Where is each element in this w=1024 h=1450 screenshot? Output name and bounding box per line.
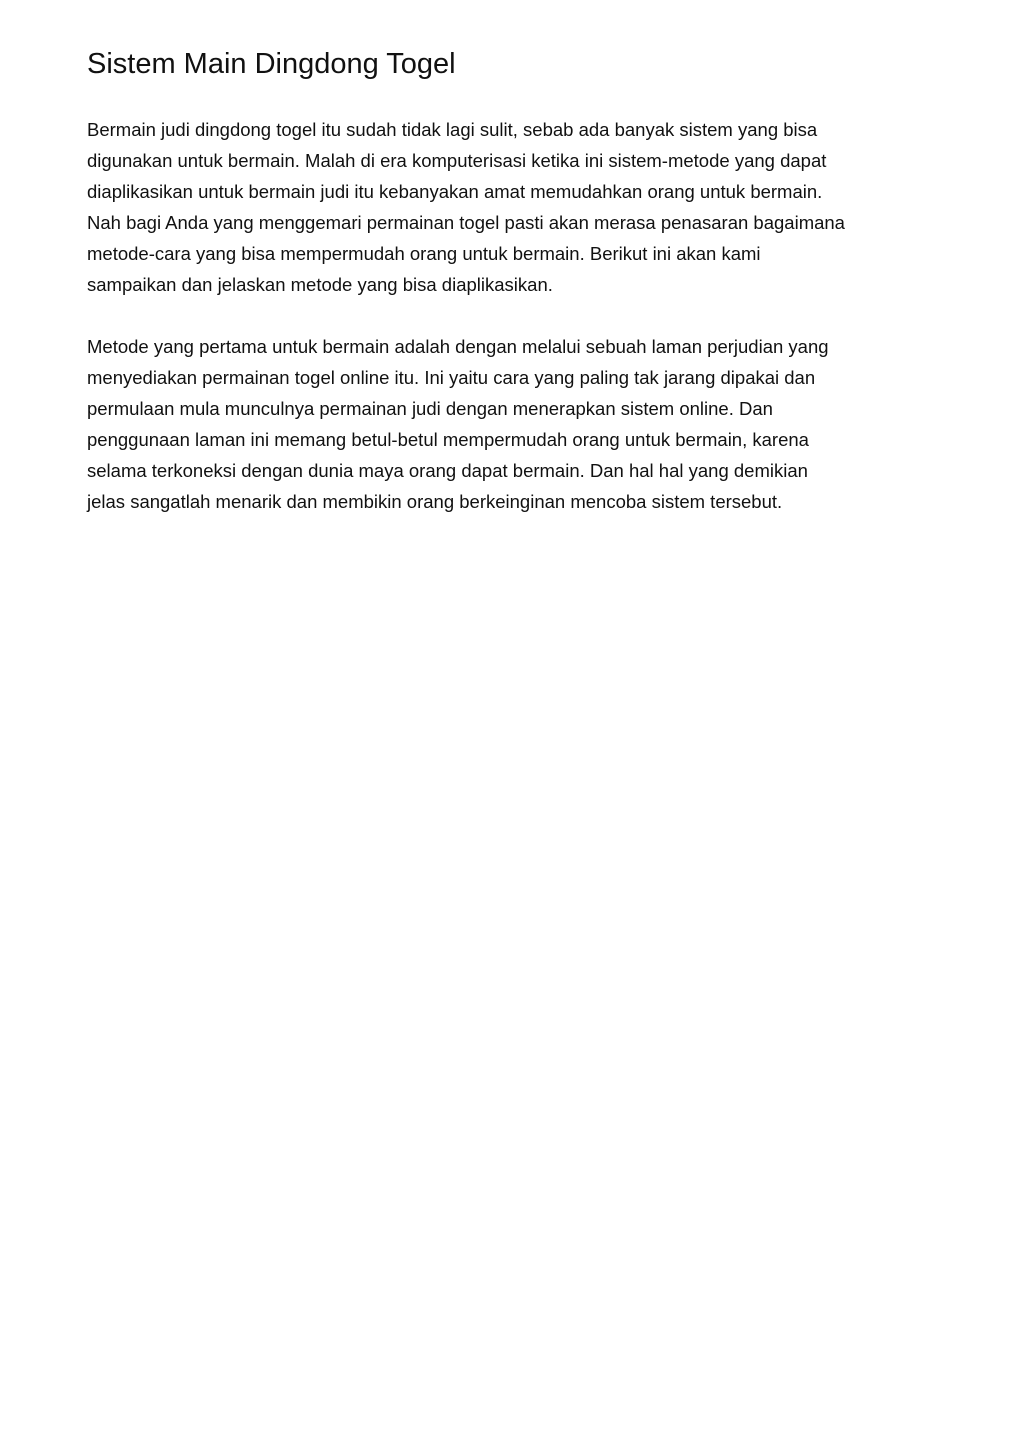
paragraph-line: sampaikan dan jelaskan metode yang bisa diaplikasikan. [87, 274, 553, 295]
paragraph-line: jelas sangatlah menarik dan membikin orang berkeinginan mencoba sistem tersebut. [87, 491, 783, 512]
paragraph-line: diaplikasikan untuk bermain judi itu kebanyakan amat memudahkan orang untuk bermain. [87, 181, 823, 202]
paragraph-line: Bermain judi dingdong togel itu sudah tidak lagi sulit, sebab ada banyak sistem yang bisa [87, 119, 818, 140]
paragraph-1 [87, 114, 947, 300]
page-title: Sistem Main Dingdong Togel [87, 48, 456, 80]
paragraph-2 [87, 331, 947, 517]
paragraph-line: digunakan untuk bermain. Malah di era komputerisasi ketika ini sistem-metode yang dapat [87, 150, 827, 171]
paragraph-line: penggunaan laman ini memang betul-betul mempermudah orang untuk bermain, karena [87, 429, 809, 450]
document-content [87, 44, 947, 548]
paragraph-line: selama terkoneksi dengan dunia maya orang dapat bermain. Dan hal hal yang demikian [87, 460, 808, 481]
paragraph-line: Metode yang pertama untuk bermain adalah dengan melalui sebuah laman perjudian yang [87, 336, 829, 357]
paragraph-line: permulaan mula munculnya permainan judi dengan menerapkan sistem online. Dan [87, 398, 773, 419]
paragraph-line: menyediakan permainan togel online itu. Ini yaitu cara yang paling tak jarang dipakai dan [87, 367, 816, 388]
paragraph-line: metode-cara yang bisa mempermudah orang untuk bermain. Berikut ini akan kami [87, 243, 761, 264]
paragraph-line: Nah bagi Anda yang menggemari permainan togel pasti akan merasa penasaran bagaimana [87, 212, 845, 233]
